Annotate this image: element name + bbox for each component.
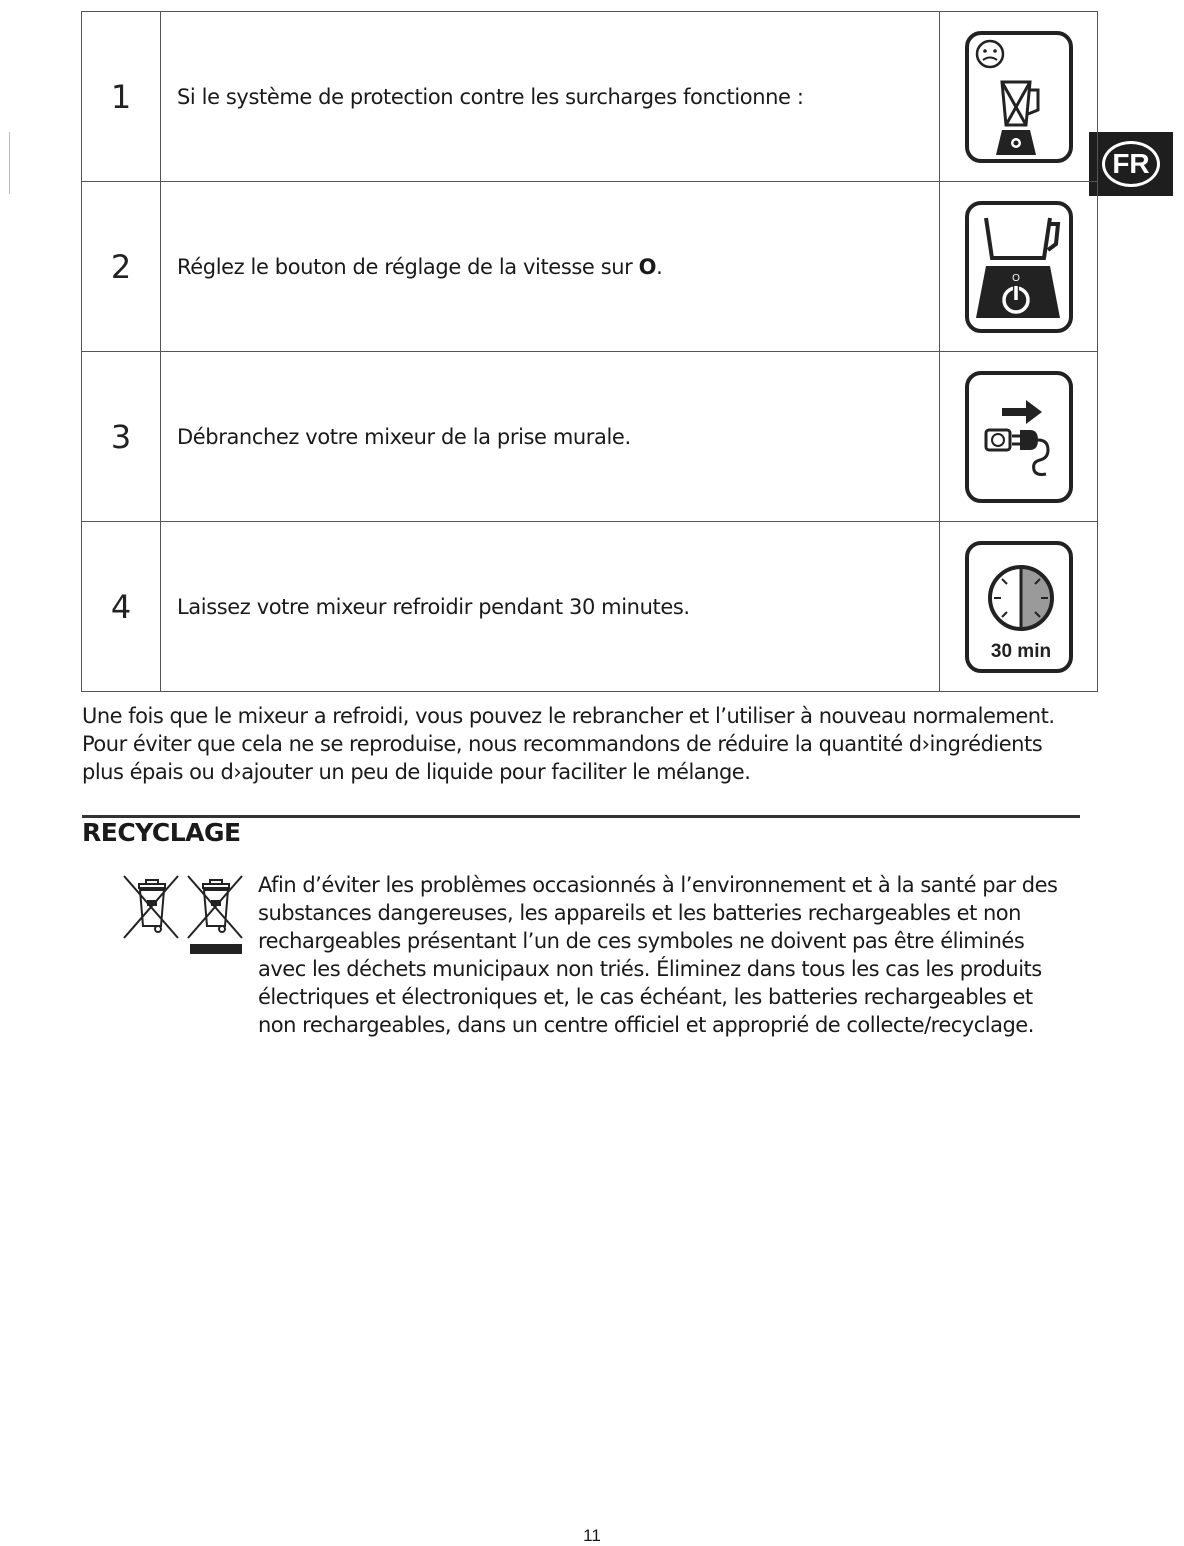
step-row	[82, 522, 1098, 692]
step-row	[82, 12, 1098, 182]
step-text: Réglez le bouton de réglage de la vitesse sur O.	[161, 182, 940, 352]
speed-knob-off-icon	[964, 200, 1074, 334]
step-text: Si le système de protection contre les surcharges fonctionne :	[161, 12, 940, 182]
step-row	[82, 182, 1098, 352]
timer-icon	[964, 540, 1074, 674]
unplug-icon	[964, 370, 1074, 504]
step-row	[82, 352, 1098, 522]
step-number: 1	[82, 12, 161, 182]
language-tab	[1089, 132, 1173, 196]
svg-text:30 min: 30 min	[990, 640, 1051, 662]
page-edge-mark	[9, 132, 10, 194]
recycling-text: Afin d’éviter les problèmes occasionnés à l’environnement et à la santé par des substances dangereuses, les appareils et les batteries rechargeables et non rechargeables présentant l’un de ces symboles ne doivent pas être éliminés avec les déchets municipaux non triés. Éliminez dans tous les cas les produits électriques et électroniques et, le cas échéant, les batteries rechargeables et non rechargeables, dans un centre officiel et approprié de collecte/recyclage.	[258, 873, 1058, 1037]
svg-text:O: O	[1011, 272, 1020, 284]
steps-table	[81, 11, 1098, 692]
off-position: O	[638, 254, 657, 279]
step-number: 3	[82, 352, 161, 522]
after-cooling-paragraph: Une fois que le mixeur a refroidi, vous pouvez le rebrancher et l’utiliser à nouveau normalement. Pour éviter que cela ne se reproduise, nous recommandons de réduire la quantité d›ingrédients plus épais ou d›ajouter un peu de liquide pour faciliter le mélange.	[82, 704, 1055, 784]
step-number: 2	[82, 182, 161, 352]
step-number: 4	[82, 522, 161, 692]
overload-blender-icon	[964, 30, 1074, 164]
step-text: Laissez votre mixeur refroidir pendant 30 minutes.	[161, 522, 940, 692]
crossed-bin-icon	[120, 874, 182, 940]
step-text: Débranchez votre mixeur de la prise murale.	[161, 352, 940, 522]
language-badge: FR	[1102, 141, 1160, 187]
recycling-title: RECYCLAGE	[82, 818, 241, 847]
page-number: 11	[583, 1526, 601, 1545]
crossed-bin-bar-icon	[184, 874, 246, 956]
